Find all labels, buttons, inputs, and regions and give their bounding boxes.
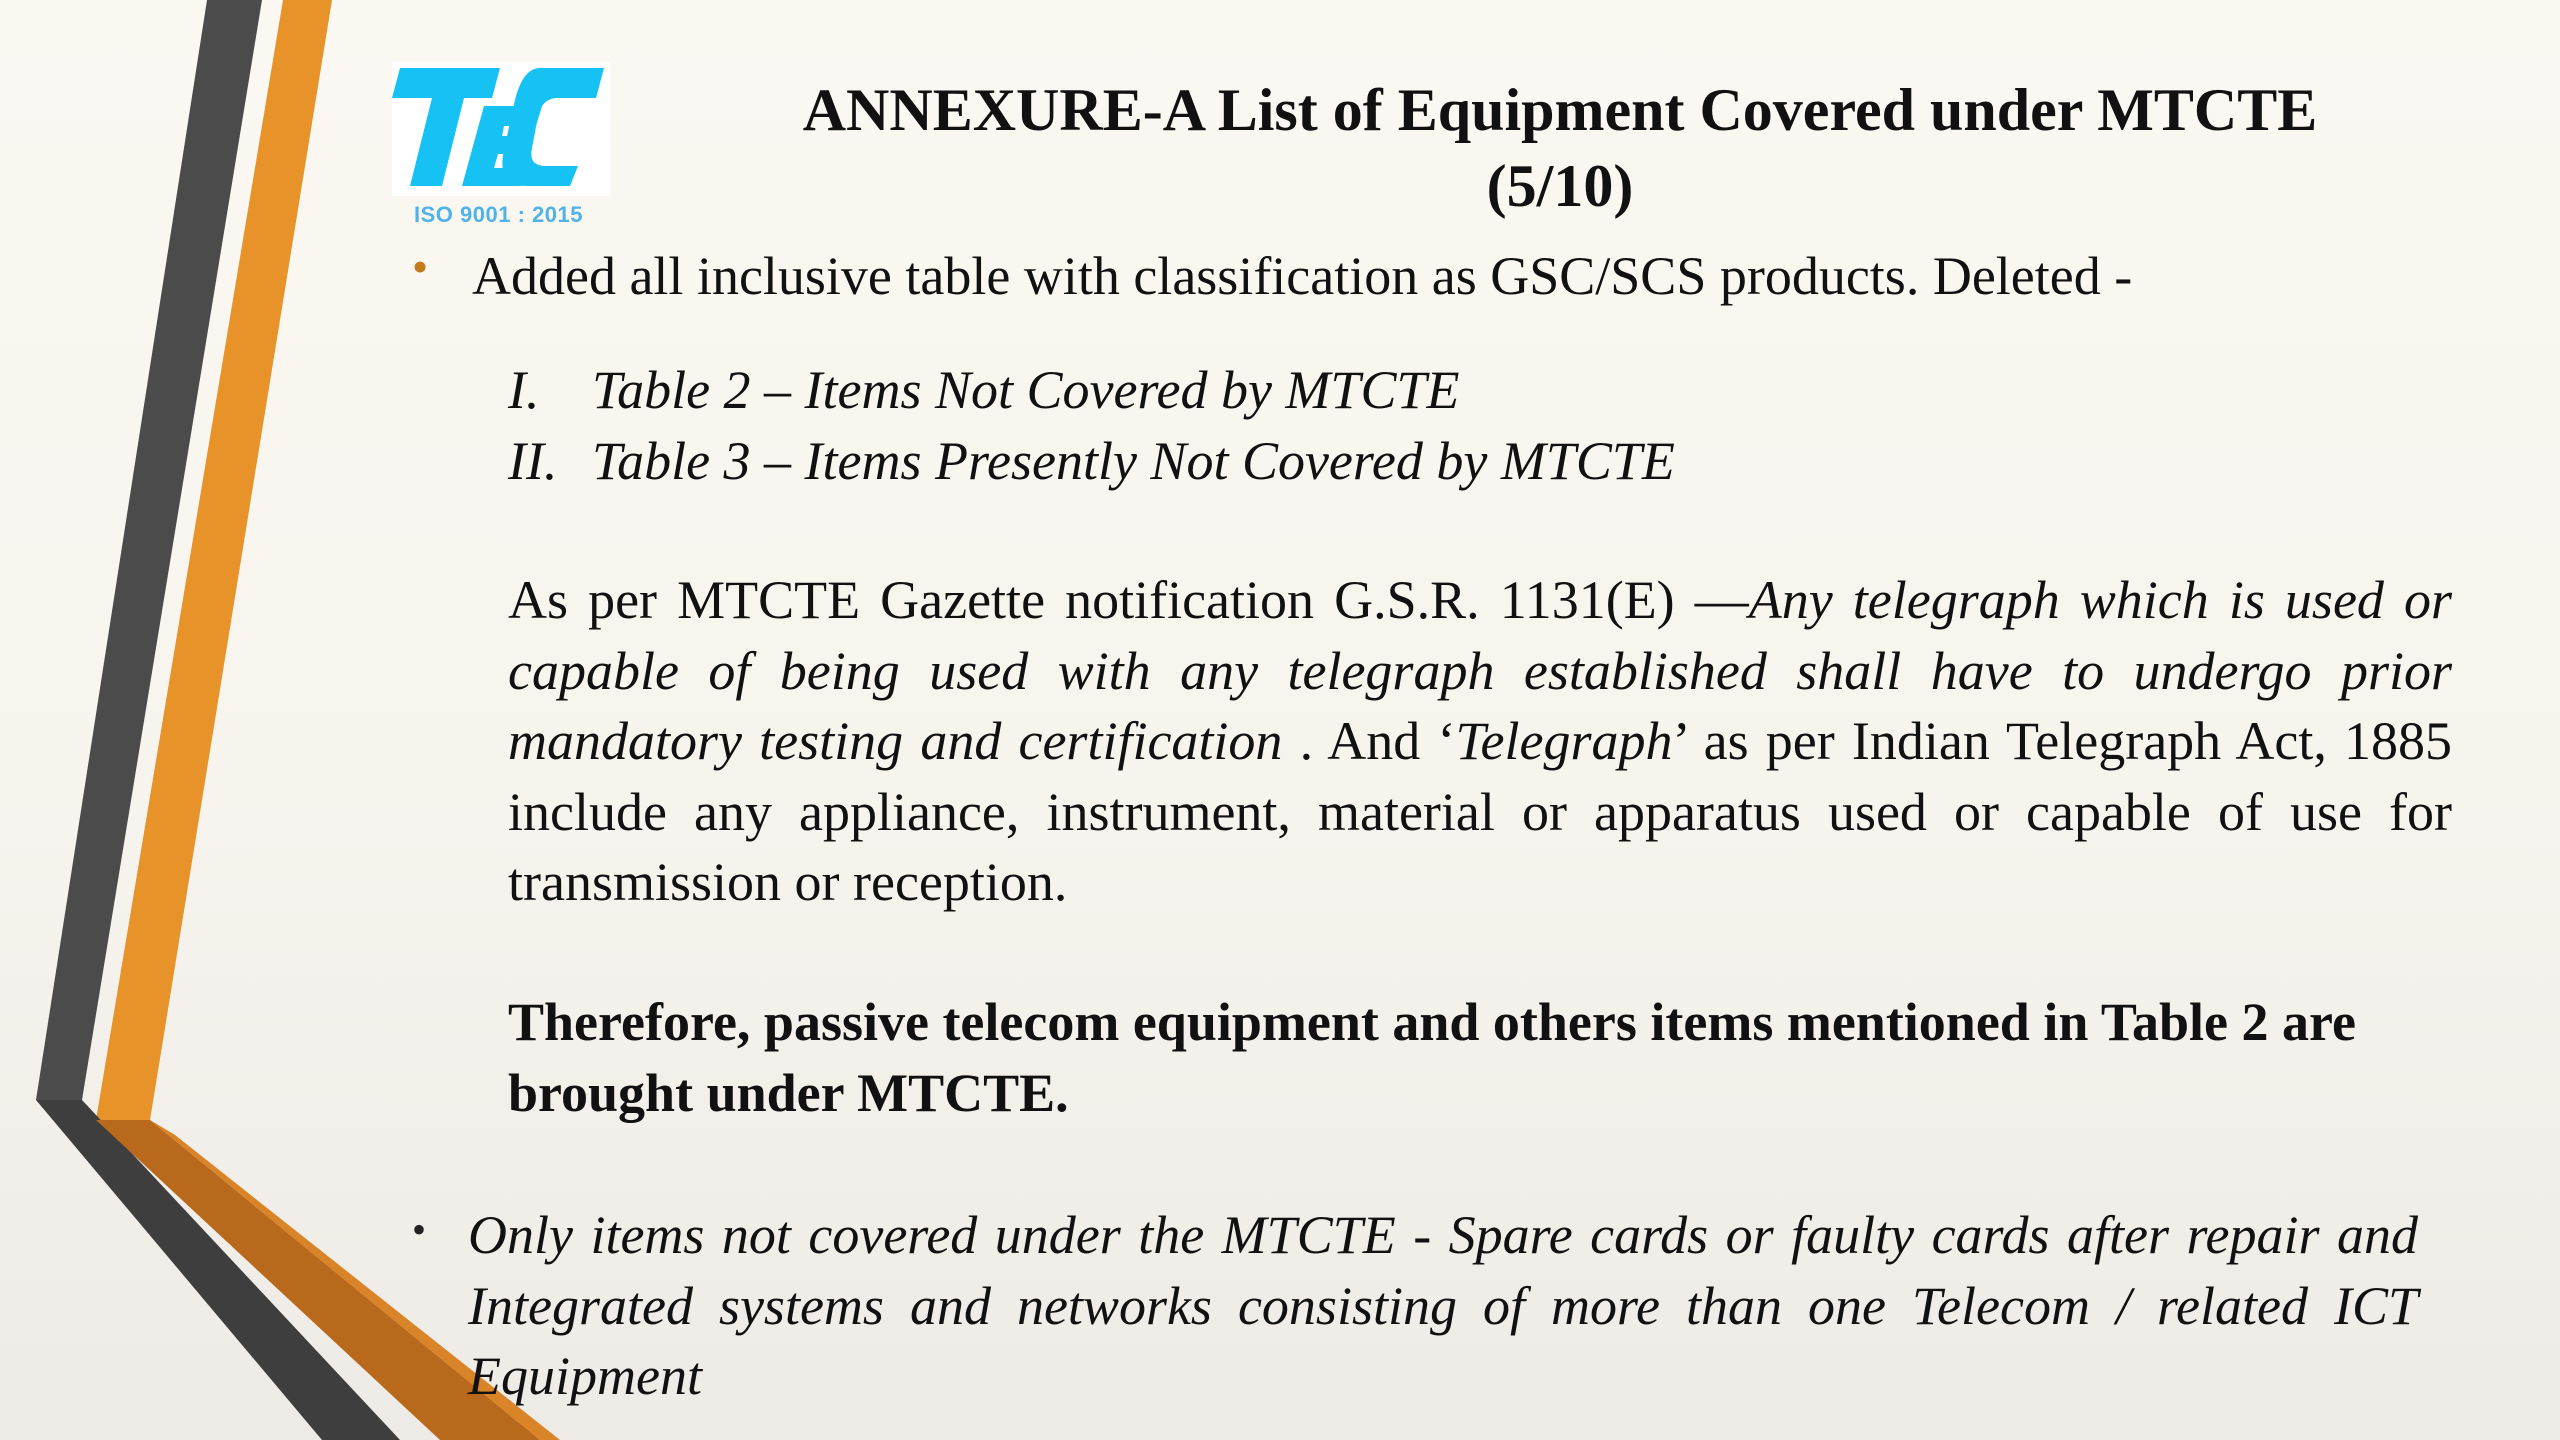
deleted-item-text: Table 3 – Items Presently Not Covered by MTCTE [592, 431, 1675, 491]
bullet-text-1: Added all inclusive table with classification as GSC/SCS products. Deleted - [472, 246, 2133, 306]
deleted-item-number: I. [508, 360, 540, 420]
conclusion-text: Therefore, passive telecom equipment and others items mentioned in Table 2 are brought under MTCTE. [508, 992, 2356, 1123]
deleted-item [508, 355, 1459, 425]
deleted-item-number: II. [508, 431, 558, 491]
para-part5: ’ as per Indian Telegraph Act, 1885 include any appliance, instrument, material or apparatus used or capable of use for transmission or reception. [508, 711, 2452, 912]
slide-title [680, 72, 2440, 224]
slide-title-line2: (5/10) [1486, 153, 1634, 219]
deleted-item [508, 426, 1675, 496]
para-part4: Telegraph [1455, 711, 1673, 771]
tec-logo-icon [392, 62, 610, 196]
bullet-dot-icon: • [412, 241, 429, 292]
slide-title-line1: ANNEXURE-A List of Equipment Covered under MTCTE [802, 77, 2318, 143]
iso-label: ISO 9001 : 2015 [414, 202, 583, 227]
para-part3: . And ‘ [1282, 711, 1456, 771]
bullet-text-2: Only items not covered under the MTCTE - Spare cards or faulty cards after repair and Integrated systems and networks consisting of more than one Telecom / related ICT Equipment [468, 1205, 2418, 1406]
deleted-item-text: Table 2 – Items Not Covered by MTCTE [592, 360, 1460, 420]
para-part1: As per MTCTE Gazette notification G.S.R. 1131(E) — [508, 570, 1749, 630]
para-part2: Any telegraph which is used or capable of being used with any telegraph established shall have to undergo prior mandatory testing and certification [508, 570, 2452, 771]
gazette-paragraph [508, 565, 2452, 918]
bullet-dot-icon: • [412, 1207, 427, 1252]
